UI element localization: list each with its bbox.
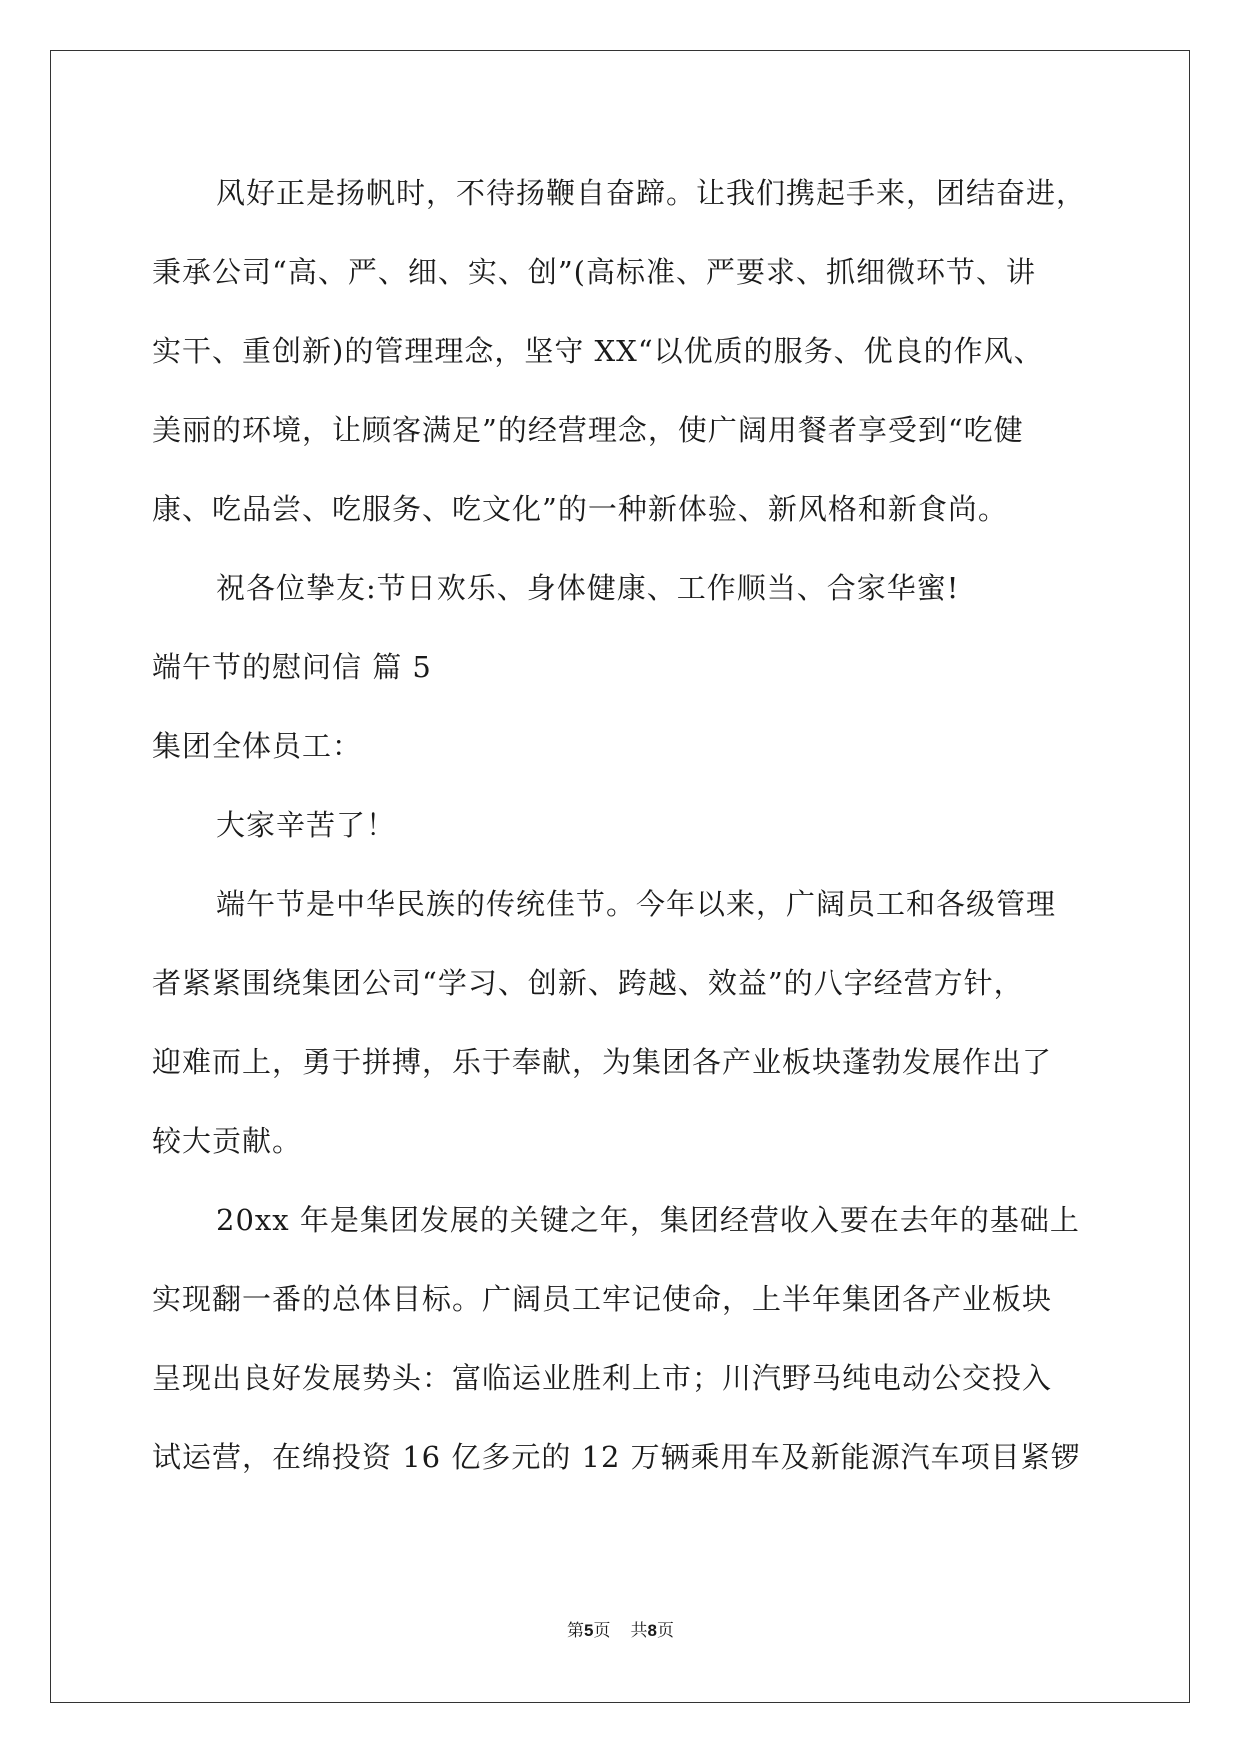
- total-suffix: 页: [656, 1621, 674, 1641]
- text-line: 实现翻一番的总体目标。广阔员工牢记使命，上半年集团各产业板块: [152, 1282, 1053, 1316]
- text-line: 康、吃品尝、吃服务、吃文化”的一种新体验、新风格和新食尚。: [152, 492, 1008, 526]
- document-body: [152, 168, 1092, 1511]
- salutation: 集团全体员工：: [152, 729, 363, 763]
- text-line: 呈现出良好发展势头：富临运业胜利上市；川汽野马纯电动公交投入: [152, 1361, 1053, 1395]
- text-line: 端午节是中华民族的传统佳节。今年以来，广阔员工和各级管理: [216, 887, 1057, 921]
- text-line: 祝各位挚友:节日欢乐、身体健康、工作顺当、合家华蜜!: [216, 571, 960, 605]
- text-line: 大家辛苦了！: [216, 808, 397, 842]
- text-line: 风好正是扬帆时，不待扬鞭自奋蹄。让我们携起手来，团结奋进，: [216, 176, 1087, 210]
- text-line: 较大贡献。: [152, 1124, 303, 1158]
- page-prefix: 第: [567, 1621, 585, 1641]
- total-prefix: 共: [630, 1621, 648, 1641]
- text-line: 实干、重创新)的管理理念，坚守 XX“以优质的服务、优良的作风、: [152, 334, 1044, 368]
- page-footer: [0, 1616, 1241, 1641]
- text-line: 秉承公司“高、严、细、实、创”(高标准、严要求、抓细微环节、讲: [152, 255, 1036, 289]
- text-line: 迎难而上，勇于拼搏，乐于奉献，为集团各产业板块蓬勃发展作出了: [152, 1045, 1053, 1079]
- section-heading: 端午节的慰问信 篇 5: [152, 650, 432, 684]
- text-line: 20xx 年是集团发展的关键之年，集团经营收入要在去年的基础上: [216, 1203, 1080, 1237]
- page-suffix: 页: [593, 1621, 611, 1641]
- page-number: 5: [584, 1621, 594, 1640]
- total-pages: 8: [647, 1621, 657, 1640]
- text-line: 者紧紧围绕集团公司“学习、创新、跨越、效益”的八字经营方针，: [152, 966, 1024, 1000]
- text-line: 试运营，在绵投资 16 亿多元的 12 万辆乘用车及新能源汽车项目紧锣: [152, 1440, 1081, 1474]
- text-line: 美丽的环境，让顾客满足”的经营理念，使广阔用餐者享受到“吃健: [152, 413, 1024, 447]
